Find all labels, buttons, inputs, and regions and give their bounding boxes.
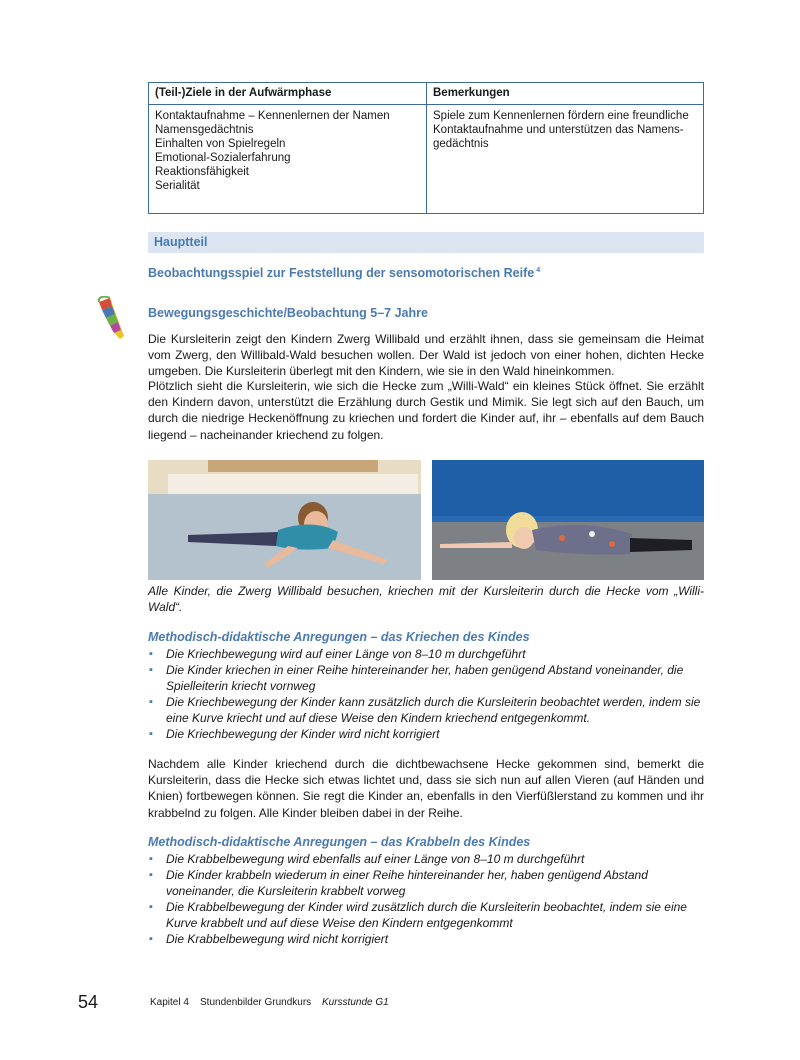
- photo-boy-crawling: [148, 460, 421, 580]
- photo-caption: Alle Kinder, die Zwerg Willibald besuchen, kriechen mit der Kursleiterin durch die Hecke vom „Willi-Wald“.: [148, 584, 704, 615]
- section-label: Hauptteil: [154, 235, 208, 249]
- remark-line: Kontaktaufnahme und unterstützen das Namens-: [433, 124, 684, 136]
- table-header-remarks: Bemerkungen: [427, 83, 704, 105]
- game-title: [148, 266, 540, 280]
- list-item: ▪ Die Kinder kriechen in einer Reihe hintereinander her, haben genügend Abstand voneinander, die Spielleiterin kriecht vornweg: [148, 662, 704, 694]
- middle-paragraph: Nachdem alle Kinder kriechend durch die dichtbewachsene Hecke gekommen sind, bemerkt die Kursleiterin, dass die Hecke sich etwas lichtet und, dass sie sich nun auf allen Vieren (auf Händen und Knien) fortbewegen können. Sie regt die Kinder an, ebenfalls in den Vierfüßlerstand zu kommen und ihr krabbelnd zu folgen. Alle Kinder bleiben dabei in der Reihe.: [148, 757, 704, 820]
- crawl-heading: Methodisch-didaktische Anregungen – das Kriechen des Kindes: [148, 630, 530, 644]
- table-cell-remarks: [427, 105, 704, 214]
- remark-line: gedächtnis: [433, 138, 489, 150]
- list-item: ▪ Die Kriechbewegung der Kinder wird nicht korrigiert: [148, 726, 704, 742]
- story-paragraph-1: Die Kursleiterin zeigt den Kindern Zwerg Willibald und erzählt ihnen, dass sie gemeinsam die Heimat vom Zwerg, den Willibald-Wald besuchen wollen. Der Wald ist jedoch von einer hohen, dichten Hecke umgeben. Die Kursleiterin überlegt mit den Kindern, wie sie in den Wald hineinkommen.: [148, 332, 704, 379]
- goal-line: Einhalten von Spielregeln: [155, 138, 286, 150]
- goal-line: Namensgedächtnis: [155, 124, 254, 136]
- game-title-text: Beobachtungsspiel zur Feststellung der sensomotorischen Reife: [148, 266, 535, 280]
- footer-chapter: Kapitel 4: [150, 997, 189, 1008]
- list-item: ▪ Die Kriechbewegung der Kinder kann zusätzlich durch die Kursleiterin beobachtet werden, indem sie eine Kurve kriecht und auf diese Weise den Kindern kriechend entgegenkommt.: [148, 694, 704, 726]
- story-paragraph-2: Plötzlich sieht die Kursleiterin, wie sich die Hecke zum „Willi-Wald“ ein kleines Stück öffnet. Sie erzählt den Kindern davon, unterstützt die Erzählung durch Gestik und Mimik. Sie legt sich auf den Bauch, um durch die niedrige Heckenöffnung zu kriechen und fordert die Kinder auf, ihr – ebenfalls auf dem Bauch liegend – nacheinander kriechend zu folgen.: [148, 379, 704, 442]
- crawl4-list: [148, 851, 704, 947]
- story-heading: Bewegungsgeschichte/Beobachtung 5–7 Jahre: [148, 306, 428, 320]
- photo-girl-crawling: [432, 460, 704, 580]
- goal-line: Emotional-Sozialerfahrung: [155, 152, 291, 164]
- list-item: ▪ Die Kinder krabbeln wiederum in einer Reihe hintereinander her, haben genügend Abstand voneinander, die Kursleiterin krabbelt vorweg: [148, 867, 704, 899]
- footnote-ref: 4: [536, 266, 541, 274]
- list-item: ▪ Die Krabbelbewegung der Kinder wird zusätzlich durch die Kursleiterin beobachtet, indem sie eine Kurve krabbelt und auf diese Weise den Kindern entgegenkommt: [148, 899, 704, 931]
- list-item: ▪ Die Kriechbewegung wird auf einer Länge von 8–10 m durchgeführt: [148, 646, 704, 662]
- goal-line: Serialität: [155, 180, 200, 192]
- goals-table: [148, 82, 704, 214]
- crawl4-heading: Methodisch-didaktische Anregungen – das Krabbeln des Kindes: [148, 835, 531, 849]
- goal-line: Kontaktaufnahme – Kennenlernen der Namen: [155, 110, 390, 122]
- section-bar: [148, 232, 704, 253]
- list-item: ▪ Die Krabbelbewegung wird nicht korrigiert: [148, 931, 704, 947]
- table-header-goals: (Teil-)Ziele in der Aufwärmphase: [149, 83, 427, 105]
- school-cone-icon: [96, 296, 130, 342]
- page-number: 54: [78, 992, 99, 1012]
- list-item: ▪ Die Krabbelbewegung wird ebenfalls auf einer Länge von 8–10 m durchgeführt: [148, 851, 704, 867]
- table-cell-goals: [149, 105, 427, 214]
- crawl-list: [148, 646, 704, 742]
- goal-line: Reaktionsfähigkeit: [155, 166, 249, 178]
- footer-section: Stundenbilder Grundkurs: [200, 997, 312, 1008]
- remark-line: Spiele zum Kennenlernen fördern eine freundliche: [433, 110, 689, 122]
- footer-lesson: Kursstunde G1: [322, 997, 389, 1008]
